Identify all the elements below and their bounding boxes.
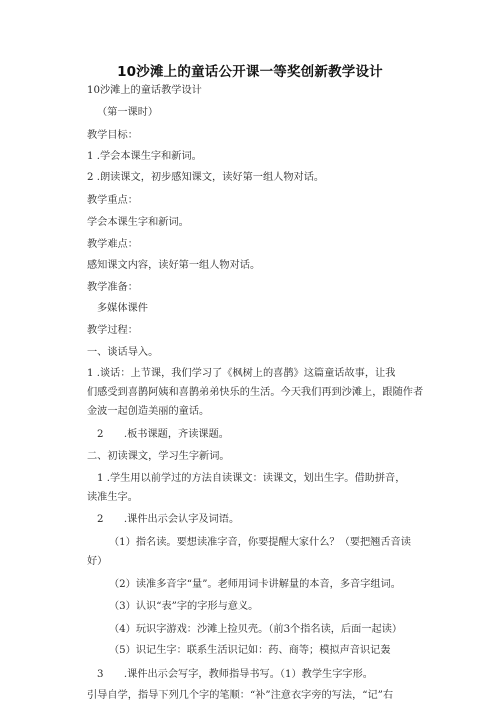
subtitle: 10沙滩上的童话教学设计: [87, 85, 202, 96]
list-item: （2）读准多音字“量”。老师用词卡讲解量的本音，多音字组词。: [109, 579, 401, 590]
section-heading-key-points: 教学重点：: [87, 195, 138, 206]
section-heading-process: 教学过程：: [87, 325, 138, 336]
list-item: （5）识记生字：联系生活识记如：药、商等；模拟声音识记轰: [109, 645, 391, 656]
paragraph: 们感受到喜鹊阿姨和喜鹊弟弟快乐的生活。今天我们再到沙滩上，跟随作者: [87, 387, 424, 398]
document-title: 10沙滩上的童话公开课一等奖创新教学设计: [117, 64, 383, 80]
paragraph: 2 .板书课题，齐读课题。: [97, 429, 229, 440]
step-heading: 二、初读课文，学习生字新词。: [87, 451, 230, 462]
paragraph: 学会本课生字和新词。: [87, 217, 189, 228]
paragraph: 多媒体课件: [97, 303, 148, 314]
paragraph: 2 .课件出示会认字及词语。: [97, 514, 240, 525]
paragraph: 感知课文内容，读好第一组人物对话。: [87, 260, 261, 271]
paragraph: 2 .朗读课文，初步感知课文，读好第一组人物对话。: [87, 172, 325, 183]
section-heading-preparation: 教学准备：: [87, 282, 138, 293]
step-heading: 一、谈话导入。: [87, 347, 159, 358]
section-heading-difficulties: 教学难点：: [87, 239, 138, 250]
paragraph: 引导自学，指导下列几个字的笔顺：“补”注意衣字旁的写法，“记”右: [87, 690, 394, 701]
paragraph: 金波一起创造美丽的童话。: [87, 406, 210, 417]
list-item: （4）玩识字游戏：沙滩上捡贝壳。（前3个指名读，后面一起读）: [109, 624, 403, 635]
list-item: （3）认识“表”字的字形与意义。: [109, 601, 259, 612]
list-item-continuation: 好）: [87, 556, 108, 567]
paragraph: 1 .学会本课生字和新词。: [87, 151, 202, 162]
paragraph: 1 .谈话：上节课，我们学习了《枫树上的喜鹊》这篇童话故事，让我: [87, 368, 396, 379]
lesson-period: （第一课时）: [97, 107, 159, 118]
list-item: （1）指名读。要想读准字音，你要提醒大家什么？（要把翘舌音读: [109, 537, 411, 548]
section-heading-objectives: 教学目标：: [87, 130, 138, 141]
paragraph: 读准生字。: [87, 492, 138, 503]
paragraph: 1 .学生用以前学过的方法自读课文：读课文，划出生字。借助拼音，: [97, 473, 406, 484]
paragraph: 3 .课件出示会写字，教师指导书写。（1）教学生字字形。: [97, 669, 373, 680]
